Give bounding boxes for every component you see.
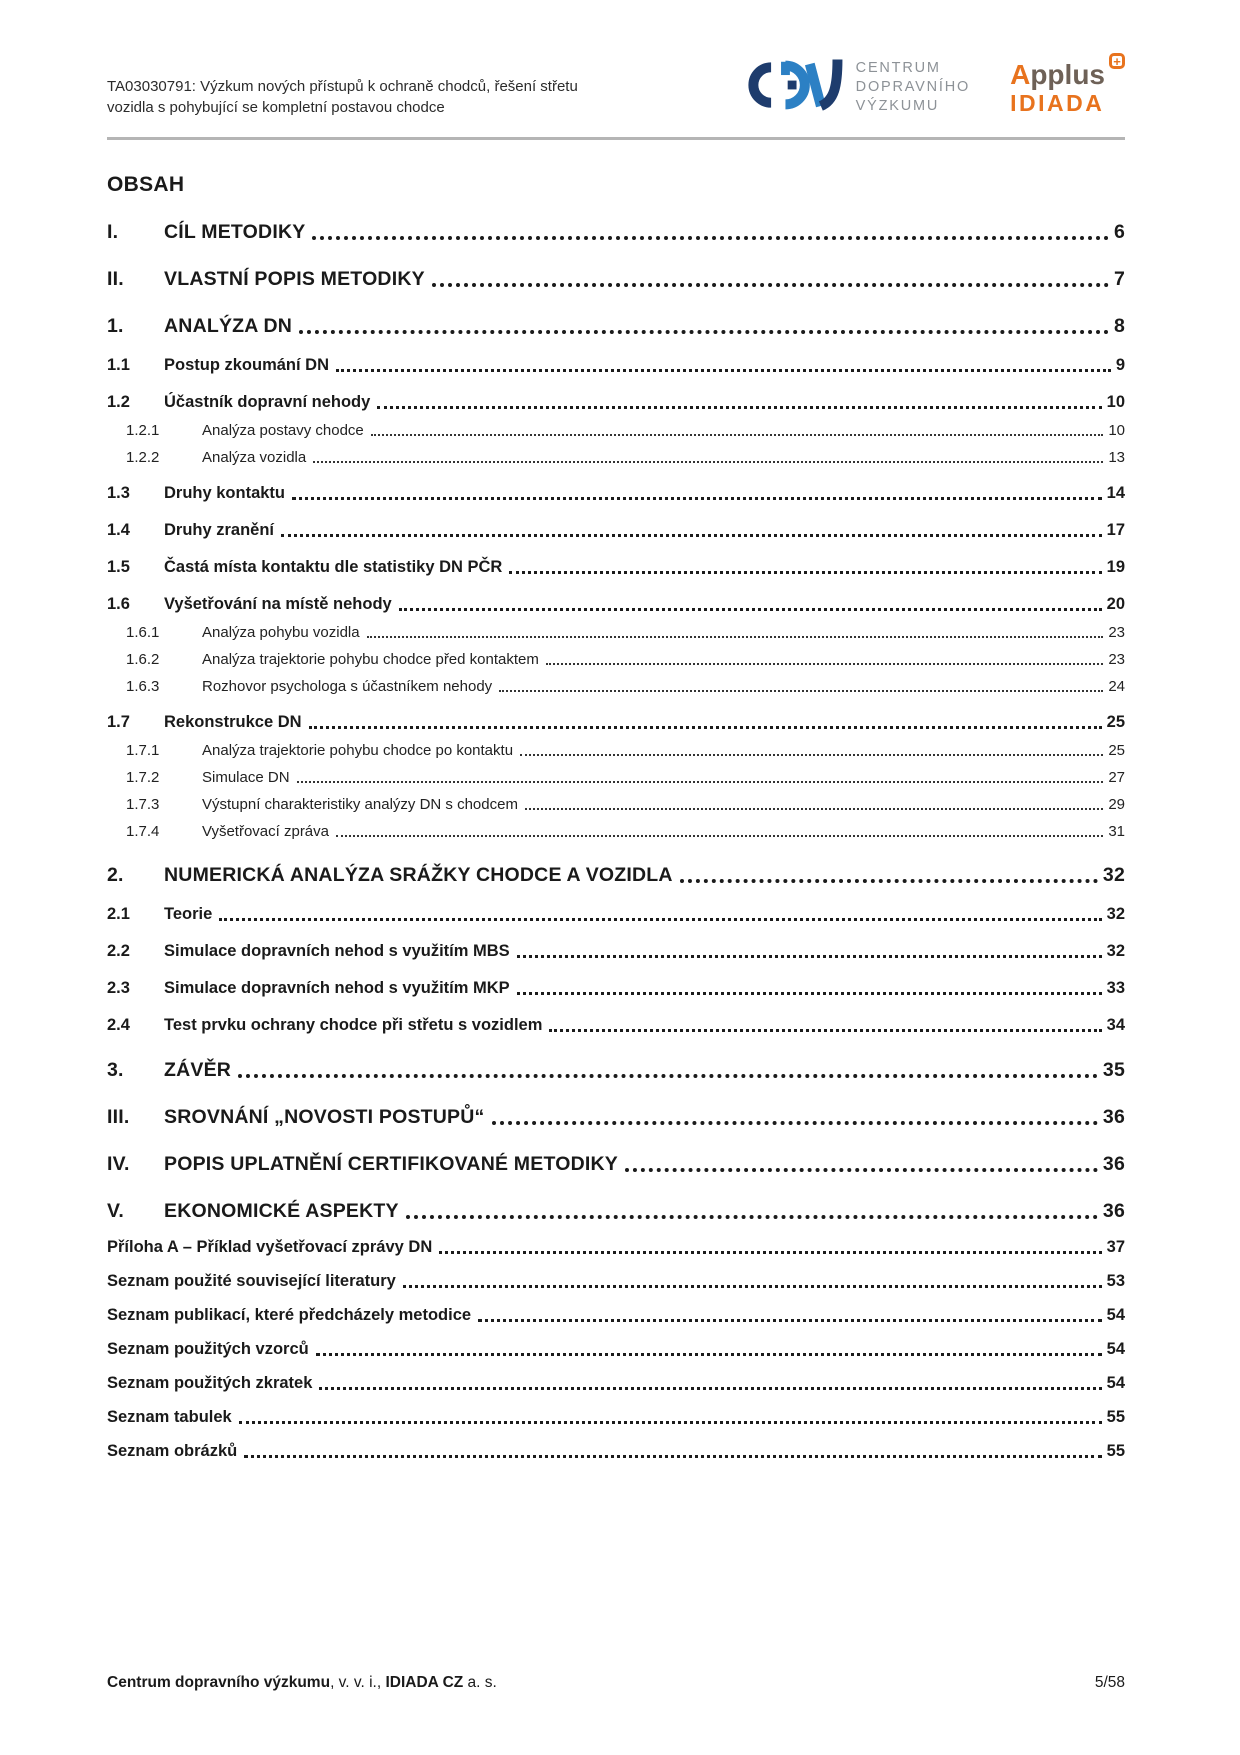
toc-entry-number: 1.7.3 [126,796,160,813]
dot-leader [549,1029,1101,1032]
toc-entry-title: VLASTNÍ POPIS METODIKY [164,268,425,290]
dot-leader [432,283,1109,287]
toc-entry-number: 2.1 [107,905,130,923]
toc-entry-page: 35 [1102,1059,1125,1081]
toc-entry-title: Seznam použitých zkratek [107,1374,313,1392]
dot-leader [238,1074,1098,1078]
cdv-text-line1: CENTRUM [855,60,941,77]
footer-text-segment: Centrum dopravního výzkumu [107,1674,331,1691]
toc-entry-page: 9 [1115,356,1125,374]
toc-entry-number: 1.6.3 [126,678,160,695]
dot-leader [509,571,1101,574]
toc-entry-page: 55 [1106,1442,1125,1460]
toc-entry-number: 1.4 [107,521,130,539]
toc-entry-page: 19 [1106,558,1125,576]
dot-leader [316,1353,1102,1356]
toc-entry[interactable] [107,1442,1125,1461]
toc-entry-number: V. [107,1200,125,1222]
toc-entry-number: 3. [107,1059,124,1081]
toc-entry-title: Vyšetřování na místě nehody [164,595,392,613]
toc-entry[interactable] [107,742,1125,759]
cdv-text-line2: DOPRAVNÍHO [855,79,971,96]
toc-entry-number: 1.2.2 [126,449,160,466]
toc-entry[interactable] [107,796,1125,813]
dot-leader [312,236,1109,240]
dot-leader [478,1319,1102,1322]
dot-leader [244,1455,1101,1458]
toc-entry[interactable] [107,422,1125,439]
dot-leader [517,992,1102,995]
toc-entry-title: Seznam použité související literatury [107,1272,396,1290]
toc-entry-page: 31 [1108,823,1125,840]
applus-brand-rest: pplus [1030,58,1105,90]
toc-entry-page: 54 [1106,1340,1125,1358]
toc-entry[interactable] [107,1408,1125,1427]
toc-entry[interactable] [107,1059,1125,1082]
toc-entry-number: 1.7.1 [126,742,160,759]
dot-leader [367,636,1104,638]
toc-entry-title: Teorie [164,905,213,923]
toc-entry-number: 1.5 [107,558,130,576]
toc-entry-page: 17 [1106,521,1125,539]
toc-entry[interactable] [107,449,1125,466]
toc-entry-title: Analýza postavy chodce [202,422,364,439]
toc-entry-title: Rozhovor psychologa s účastníkem nehody [202,678,493,695]
toc-entry-number: 2.4 [107,1016,130,1034]
toc-entry-title: Příloha A – Příklad vyšetřovací zprávy DN [107,1238,433,1256]
project-title-line1: TA03030791: Výzkum nových přístupů k ochraně chodců, řešení střetu [107,78,578,95]
toc-entry-title: Analýza pohybu vozidla [202,624,360,641]
cdv-logo-text [856,59,970,116]
dot-leader [319,1387,1101,1390]
toc-entry-page: 23 [1108,651,1125,668]
footer-text-segment: , v. v. i., [330,1674,386,1691]
toc-entry-title: Simulace DN [202,769,290,786]
toc-entry-title: Analýza vozidla [202,449,307,466]
dot-leader [439,1251,1101,1254]
toc-entry-number: 1.3 [107,484,130,502]
toc-entry-title: Postup zkoumání DN [164,356,330,374]
cdv-logo-mark-icon [739,50,843,125]
applus-brand [1010,53,1125,90]
toc-entry-title: Častá místa kontaktu dle statistiky DN PČR [164,558,503,576]
dot-leader [399,608,1102,611]
dot-leader [219,918,1101,921]
dot-leader [517,955,1102,958]
toc-entry-number: 1.2 [107,393,130,411]
toc-entry-page: 36 [1102,1106,1125,1128]
dot-leader [309,726,1102,729]
toc-entry[interactable] [107,393,1125,412]
toc-entry[interactable] [107,315,1125,338]
toc-entry-title: Analýza trajektorie pohybu chodce po kontaktu [202,742,514,759]
toc-entry-title: SROVNÁNÍ „NOVOSTI POSTUPŮ“ [164,1106,485,1128]
toc-entry[interactable] [107,595,1125,614]
toc-entry-page: 20 [1106,595,1125,613]
toc-entry-page: 37 [1106,1238,1125,1256]
dot-leader [239,1421,1102,1424]
toc-entry[interactable] [107,651,1125,668]
dot-leader [520,754,1103,756]
toc-entry-page: 34 [1106,1016,1125,1034]
toc-entry-title: NUMERICKÁ ANALÝZA SRÁŽKY CHODCE A VOZIDLA [164,864,673,886]
toc-entry-page: 32 [1106,905,1125,923]
toc-entry-number: IV. [107,1153,130,1175]
toc-entry[interactable] [107,558,1125,577]
toc-entry-number: III. [107,1106,130,1128]
dot-leader [625,1168,1098,1172]
toc-entry[interactable] [107,521,1125,540]
toc-entry-page: 7 [1113,268,1125,290]
toc-entry-number: II. [107,268,124,290]
toc-entry[interactable] [107,268,1125,291]
toc-entry-title: Simulace dopravních nehod s využitím MBS [164,942,510,960]
toc-entry-number: 2. [107,864,124,886]
toc-entry-number: 2.3 [107,979,130,997]
page-header [0,0,1240,125]
toc-entry[interactable] [107,942,1125,961]
toc-entry-title: Test prvku ochrany chodce při střetu s vozidlem [164,1016,543,1034]
toc-entry-title: Simulace dopravních nehod s využitím MKP [164,979,510,997]
toc-entry-page: 14 [1106,484,1125,502]
toc-list [107,221,1125,1461]
toc-entry-page: 32 [1106,942,1125,960]
toc-entry[interactable] [107,823,1125,840]
toc-entry-page: 27 [1108,769,1125,786]
toc-entry[interactable] [107,864,1125,887]
dot-leader [406,1215,1098,1219]
dot-leader [371,434,1104,436]
toc-entry-number: 1.7.4 [126,823,160,840]
dot-leader [499,690,1103,692]
toc-entry-number: 1.6 [107,595,130,613]
dot-leader [336,835,1103,837]
toc-entry-title: Seznam tabulek [107,1408,232,1426]
toc-entry[interactable] [107,905,1125,924]
toc-entry-page: 25 [1106,713,1125,731]
toc-entry[interactable] [107,356,1125,375]
dot-leader [492,1121,1098,1125]
toc-entry-title: Výstupní charakteristiky analýzy DN s chodcem [202,796,518,813]
dot-leader [297,781,1104,783]
dot-leader [281,534,1102,537]
page-footer [107,1674,1125,1692]
dot-leader [313,461,1103,463]
toc-entry-number: 1.7.2 [126,769,160,786]
toc-entry[interactable] [107,1200,1125,1223]
dot-leader [403,1285,1102,1288]
toc-entry[interactable] [107,221,1125,244]
applus-plus-icon: + [1109,53,1125,69]
toc-entry-title: Vyšetřovací zpráva [202,823,329,840]
project-title-line2: vozidla s pohybující se kompletní postavou chodce [107,99,445,116]
toc-entry-title: CÍL METODIKY [164,221,306,243]
toc-entry-page: 54 [1106,1306,1125,1324]
applus-brand-first-letter: A [1010,58,1031,90]
toc-entry-title: ANALÝZA DN [164,315,293,337]
page-title: OBSAH [107,173,185,196]
dot-leader [299,330,1109,334]
toc-entry-page: 25 [1108,742,1125,759]
toc-entry[interactable] [107,769,1125,786]
header-logos [739,50,1125,125]
toc-entry-page: 55 [1106,1408,1125,1426]
toc-entry-title: Analýza trajektorie pohybu chodce před kontaktem [202,651,539,668]
toc-entry-page: 33 [1106,979,1125,997]
dot-leader [377,406,1101,409]
toc-entry-page: 13 [1108,449,1125,466]
footer-page-indicator: 5/58 [1094,1674,1125,1691]
toc-entry-page: 53 [1106,1272,1125,1290]
applus-idiada-wordmark: IDIADA [1010,90,1105,117]
dot-leader [680,879,1098,883]
toc-content [0,140,1240,1461]
toc-entry-title: Druhy zranění [164,521,275,539]
toc-entry[interactable] [107,1340,1125,1359]
toc-entry-title: Seznam publikací, které předcházely metodice [107,1306,472,1324]
toc-entry[interactable] [107,484,1125,503]
toc-entry-title: POPIS UPLATNĚNÍ CERTIFIKOVANÉ METODIKY [164,1153,618,1175]
toc-entry-page: 32 [1102,864,1125,886]
toc-entry-page: 24 [1108,678,1125,695]
toc-entry[interactable] [107,678,1125,695]
toc-entry-number: 1.6.1 [126,624,160,641]
applus-idiada-logo [1010,53,1125,117]
toc-entry-page: 6 [1113,221,1125,243]
toc-entry-number: 1. [107,315,124,337]
toc-entry-title: Rekonstrukce DN [164,713,302,731]
toc-entry[interactable] [107,1272,1125,1291]
toc-entry[interactable] [107,1016,1125,1035]
toc-entry[interactable] [107,1238,1125,1257]
toc-entry-page: 23 [1108,624,1125,641]
toc-entry-number: 1.1 [107,356,130,374]
toc-entry-title: Seznam použitých vzorců [107,1340,309,1358]
toc-entry-page: 29 [1108,796,1125,813]
toc-entry-page: 54 [1106,1374,1125,1392]
toc-entry[interactable] [107,624,1125,641]
toc-entry-page: 36 [1102,1153,1125,1175]
dot-leader [546,663,1103,665]
toc-entry-number: 1.2.1 [126,422,160,439]
toc-entry-number: 1.6.2 [126,651,160,668]
toc-entry-page: 36 [1102,1200,1125,1222]
toc-entry[interactable] [107,1153,1125,1176]
toc-entry-number: 2.2 [107,942,130,960]
cdv-text-line3: VÝZKUMU [855,97,940,114]
toc-entry-page: 10 [1106,393,1125,411]
toc-entry[interactable] [107,979,1125,998]
dot-leader [292,497,1102,500]
toc-entry[interactable] [107,1306,1125,1325]
toc-entry-number: 1.7 [107,713,130,731]
footer-text-segment: a. s. [463,1674,497,1691]
toc-entry-title: Seznam obrázků [107,1442,238,1460]
toc-entry[interactable] [107,1374,1125,1393]
toc-entry-number: I. [107,221,119,243]
footer-text-segment: IDIADA CZ [385,1674,464,1691]
toc-entry-page: 8 [1113,315,1125,337]
footer-organizations [107,1674,497,1692]
cdv-logo [739,50,970,125]
toc-entry[interactable] [107,1106,1125,1129]
toc-entry-title: Účastník dopravní nehody [164,393,371,411]
project-title [107,76,578,118]
dot-leader [525,808,1103,810]
toc-entry-title: Druhy kontaktu [164,484,286,502]
toc-entry[interactable] [107,713,1125,732]
toc-entry-title: EKONOMICKÉ ASPEKTY [164,1200,399,1222]
dot-leader [336,369,1111,372]
toc-entry-title: ZÁVĚR [164,1059,232,1081]
toc-entry-page: 10 [1108,422,1125,439]
